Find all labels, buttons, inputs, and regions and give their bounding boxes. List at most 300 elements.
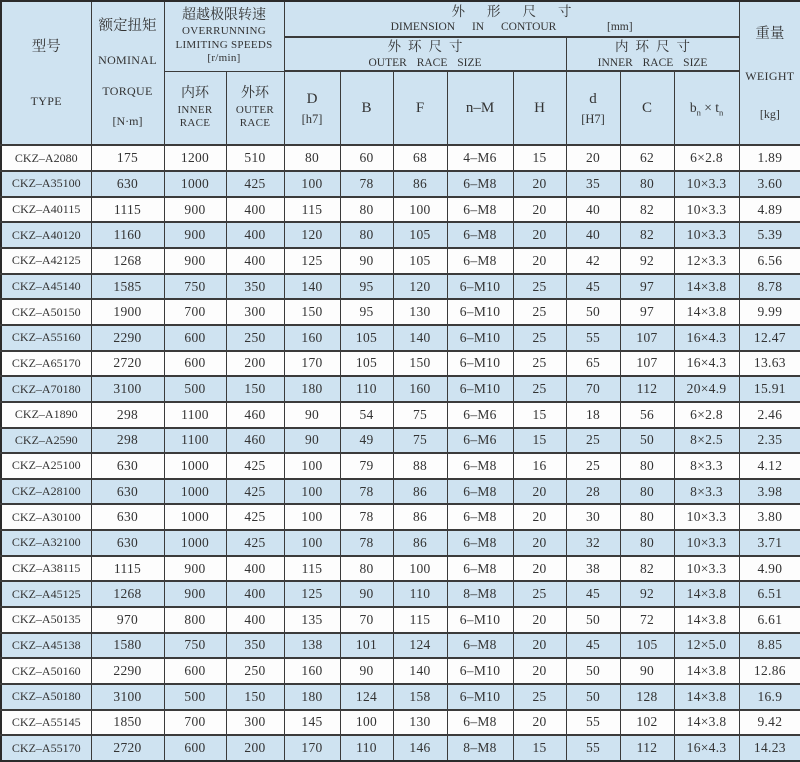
cell-n-M: 8–M8 — [447, 581, 513, 607]
cell-outer-race-speed: 400 — [226, 607, 284, 633]
cell-H: 20 — [513, 479, 566, 505]
cell-bn-tn: 12×5.0 — [674, 633, 739, 659]
col-header-nM: n–M — [447, 71, 513, 145]
cell-F: 160 — [393, 376, 447, 402]
cell-B: 78 — [340, 504, 393, 530]
col-header-H: H — [513, 71, 566, 145]
cell-F: 140 — [393, 658, 447, 684]
cell-d: 25 — [566, 453, 620, 479]
cell-H: 20 — [513, 556, 566, 582]
cell-F: 130 — [393, 299, 447, 325]
cell-weight: 3.71 — [739, 530, 800, 556]
table-row — [1, 658, 800, 684]
cell-B: 95 — [340, 299, 393, 325]
cell-d: 30 — [566, 504, 620, 530]
cell-type: CKZ–A50180 — [1, 684, 91, 710]
table-row — [1, 607, 800, 633]
cell-C: 107 — [620, 325, 674, 351]
cell-C: 105 — [620, 633, 674, 659]
col-header-inner-race-speed — [164, 71, 226, 145]
cell-outer-race-speed: 425 — [226, 530, 284, 556]
cell-outer-race-speed: 400 — [226, 197, 284, 223]
cell-H: 25 — [513, 351, 566, 377]
cell-type: CKZ–A50160 — [1, 658, 91, 684]
outer-race-label-zh: 外环 — [241, 86, 269, 102]
cell-nominal-torque: 630 — [91, 479, 164, 505]
cell-H: 20 — [513, 658, 566, 684]
cell-weight: 6.61 — [739, 607, 800, 633]
cell-D: 100 — [284, 479, 340, 505]
cell-H: 25 — [513, 376, 566, 402]
cell-B: 100 — [340, 710, 393, 736]
cell-type: CKZ–A28100 — [1, 479, 91, 505]
cell-D: 170 — [284, 351, 340, 377]
cell-bn-tn: 10×3.3 — [674, 197, 739, 223]
cell-D: 100 — [284, 504, 340, 530]
table-row — [1, 633, 800, 659]
cell-nominal-torque: 2720 — [91, 735, 164, 761]
table-row — [1, 530, 800, 556]
outer-size-label-en: OUTER RACE SIZE — [368, 56, 482, 69]
cell-C: 97 — [620, 299, 674, 325]
cell-B: 95 — [340, 274, 393, 300]
cell-type: CKZ–A45140 — [1, 274, 91, 300]
cell-C: 92 — [620, 248, 674, 274]
cell-type: CKZ–A70180 — [1, 376, 91, 402]
cell-type: CKZ–A42125 — [1, 248, 91, 274]
cell-weight: 2.46 — [739, 402, 800, 428]
cell-bn-tn: 6×2.8 — [674, 402, 739, 428]
cell-C: 80 — [620, 171, 674, 197]
col-header-type — [1, 1, 91, 145]
cell-nominal-torque: 1115 — [91, 556, 164, 582]
cell-F: 146 — [393, 735, 447, 761]
cell-C: 112 — [620, 735, 674, 761]
cell-B: 110 — [340, 735, 393, 761]
cell-d: 32 — [566, 530, 620, 556]
cell-weight: 9.42 — [739, 710, 800, 736]
type-label-en: TYPE — [30, 94, 62, 109]
cell-outer-race-speed: 350 — [226, 633, 284, 659]
cell-D: 160 — [284, 658, 340, 684]
cell-H: 20 — [513, 633, 566, 659]
cell-d: 50 — [566, 607, 620, 633]
cell-H: 20 — [513, 710, 566, 736]
col-header-inner-race-size — [566, 37, 739, 71]
cell-nominal-torque: 1585 — [91, 274, 164, 300]
cell-C: 92 — [620, 581, 674, 607]
cell-nominal-torque: 2720 — [91, 351, 164, 377]
col-header-bn-tn: $b_n \times t_n$ — [674, 71, 739, 145]
cell-d: 45 — [566, 633, 620, 659]
cell-C: 56 — [620, 402, 674, 428]
cell-nominal-torque: 175 — [91, 145, 164, 171]
cell-nominal-torque: 2290 — [91, 325, 164, 351]
col-header-F: F — [393, 71, 447, 145]
cell-n-M: 6–M10 — [447, 351, 513, 377]
cell-F: 75 — [393, 402, 447, 428]
torque-label-en2: TORQUE — [102, 83, 153, 98]
col-header-d: d [H7] — [566, 71, 620, 145]
cell-inner-race-speed: 750 — [164, 274, 226, 300]
cell-n-M: 6–M10 — [447, 325, 513, 351]
cell-H: 20 — [513, 607, 566, 633]
cell-H: 25 — [513, 684, 566, 710]
cell-d: 42 — [566, 248, 620, 274]
cell-C: 80 — [620, 453, 674, 479]
cell-nominal-torque: 1580 — [91, 633, 164, 659]
cell-n-M: 6–M10 — [447, 376, 513, 402]
col-header-D: D [h7] — [284, 71, 340, 145]
cell-bn-tn: 14×3.8 — [674, 658, 739, 684]
cell-nominal-torque: 1268 — [91, 581, 164, 607]
cell-weight: 3.80 — [739, 504, 800, 530]
cell-outer-race-speed: 460 — [226, 428, 284, 454]
col-header-weight — [739, 1, 800, 145]
cell-D: 90 — [284, 402, 340, 428]
cell-inner-race-speed: 900 — [164, 197, 226, 223]
cell-H: 20 — [513, 171, 566, 197]
cell-weight: 13.63 — [739, 351, 800, 377]
cell-nominal-torque: 3100 — [91, 684, 164, 710]
cell-n-M: 6–M8 — [447, 479, 513, 505]
cell-d: 65 — [566, 351, 620, 377]
cell-D: 150 — [284, 299, 340, 325]
cell-D: 120 — [284, 222, 340, 248]
cell-inner-race-speed: 700 — [164, 710, 226, 736]
cell-nominal-torque: 1268 — [91, 248, 164, 274]
table-row — [1, 351, 800, 377]
cell-bn-tn: 8×3.3 — [674, 453, 739, 479]
table-row — [1, 710, 800, 736]
cell-outer-race-speed: 150 — [226, 376, 284, 402]
table-row — [1, 171, 800, 197]
cell-D: 115 — [284, 197, 340, 223]
cell-D: 138 — [284, 633, 340, 659]
cell-H: 15 — [513, 735, 566, 761]
table-row — [1, 479, 800, 505]
table-row — [1, 274, 800, 300]
cell-bn-tn: 14×3.8 — [674, 581, 739, 607]
cell-C: 50 — [620, 428, 674, 454]
cell-d: 55 — [566, 325, 620, 351]
cell-inner-race-speed: 900 — [164, 556, 226, 582]
cell-C: 102 — [620, 710, 674, 736]
cell-type: CKZ–A50150 — [1, 299, 91, 325]
cell-bn-tn: 10×3.3 — [674, 556, 739, 582]
weight-label-en: WEIGHT — [745, 68, 795, 83]
cell-type: CKZ–A2080 — [1, 145, 91, 171]
cell-B: 110 — [340, 376, 393, 402]
cell-B: 49 — [340, 428, 393, 454]
cell-inner-race-speed: 1000 — [164, 504, 226, 530]
cell-inner-race-speed: 1100 — [164, 428, 226, 454]
cell-nominal-torque: 2290 — [91, 658, 164, 684]
cell-nominal-torque: 1115 — [91, 197, 164, 223]
speeds-label-en1: OVERRUNNING — [182, 24, 266, 37]
cell-outer-race-speed: 300 — [226, 299, 284, 325]
cell-bn-tn: 16×4.3 — [674, 351, 739, 377]
cell-H: 20 — [513, 197, 566, 223]
cell-d: 50 — [566, 299, 620, 325]
cell-outer-race-speed: 425 — [226, 171, 284, 197]
cell-inner-race-speed: 1200 — [164, 145, 226, 171]
cell-H: 25 — [513, 274, 566, 300]
cell-d: 55 — [566, 735, 620, 761]
cell-nominal-torque: 630 — [91, 530, 164, 556]
cell-inner-race-speed: 900 — [164, 248, 226, 274]
cell-n-M: 6–M10 — [447, 299, 513, 325]
cell-weight: 14.23 — [739, 735, 800, 761]
cell-F: 86 — [393, 171, 447, 197]
cell-type: CKZ–A65170 — [1, 351, 91, 377]
cell-inner-race-speed: 500 — [164, 376, 226, 402]
col-header-dimension-contour — [284, 1, 739, 37]
speeds-label-en2: LIMITING SPEEDS — [175, 38, 273, 51]
inner-race-label-en2: RACE — [179, 117, 211, 130]
cell-bn-tn: 10×3.3 — [674, 171, 739, 197]
cell-F: 120 — [393, 274, 447, 300]
cell-n-M: 6–M8 — [447, 248, 513, 274]
cell-D: 115 — [284, 556, 340, 582]
table-row — [1, 504, 800, 530]
cell-weight: 12.47 — [739, 325, 800, 351]
col-header-D-unit: [h7] — [301, 111, 323, 126]
cell-n-M: 6–M8 — [447, 171, 513, 197]
cell-d: 45 — [566, 581, 620, 607]
inner-race-label-en1: INNER — [177, 103, 213, 116]
cell-B: 78 — [340, 530, 393, 556]
col-header-d-unit: [H7] — [581, 111, 605, 126]
cell-C: 80 — [620, 504, 674, 530]
cell-H: 16 — [513, 453, 566, 479]
cell-outer-race-speed: 400 — [226, 581, 284, 607]
cell-n-M: 6–M6 — [447, 428, 513, 454]
cell-weight: 12.86 — [739, 658, 800, 684]
cell-F: 86 — [393, 479, 447, 505]
type-label-zh: 型号 — [31, 38, 61, 55]
cell-D: 160 — [284, 325, 340, 351]
cell-outer-race-speed: 150 — [226, 684, 284, 710]
cell-bn-tn: 12×3.3 — [674, 248, 739, 274]
cell-F: 105 — [393, 222, 447, 248]
cell-n-M: 6–M10 — [447, 274, 513, 300]
cell-F: 158 — [393, 684, 447, 710]
cell-C: 97 — [620, 274, 674, 300]
cell-F: 110 — [393, 581, 447, 607]
cell-inner-race-speed: 900 — [164, 581, 226, 607]
cell-type: CKZ–A38115 — [1, 556, 91, 582]
inner-race-label-zh: 内环 — [181, 86, 209, 102]
table-row — [1, 325, 800, 351]
cell-weight: 4.12 — [739, 453, 800, 479]
cell-D: 180 — [284, 684, 340, 710]
cell-bn-tn: 14×3.8 — [674, 710, 739, 736]
cell-weight: 9.99 — [739, 299, 800, 325]
cell-inner-race-speed: 800 — [164, 607, 226, 633]
col-header-nominal-torque — [91, 1, 164, 145]
cell-n-M: 6–M8 — [447, 710, 513, 736]
table-row — [1, 453, 800, 479]
inner-size-label-zh: 内环尺寸 — [615, 39, 698, 54]
cell-inner-race-speed: 600 — [164, 351, 226, 377]
cell-B: 60 — [340, 145, 393, 171]
cell-inner-race-speed: 900 — [164, 222, 226, 248]
cell-B: 101 — [340, 633, 393, 659]
cell-weight: 6.51 — [739, 581, 800, 607]
cell-B: 90 — [340, 658, 393, 684]
table-row — [1, 376, 800, 402]
cell-d: 70 — [566, 376, 620, 402]
speeds-label-zh: 超越极限转速 — [182, 7, 266, 23]
cell-n-M: 6–M8 — [447, 530, 513, 556]
cell-F: 86 — [393, 530, 447, 556]
cell-d: 25 — [566, 428, 620, 454]
cell-type: CKZ–A45125 — [1, 581, 91, 607]
cell-bn-tn: 14×3.8 — [674, 684, 739, 710]
cell-n-M: 4–M6 — [447, 145, 513, 171]
cell-n-M: 6–M8 — [447, 222, 513, 248]
weight-unit: [kg] — [759, 106, 780, 121]
cell-type: CKZ–A32100 — [1, 530, 91, 556]
cell-D: 145 — [284, 710, 340, 736]
cell-n-M: 6–M6 — [447, 402, 513, 428]
col-header-C: C — [620, 71, 674, 145]
cell-bn-tn: 10×3.3 — [674, 530, 739, 556]
cell-weight: 16.9 — [739, 684, 800, 710]
cell-weight: 15.91 — [739, 376, 800, 402]
cell-d: 40 — [566, 222, 620, 248]
cell-inner-race-speed: 750 — [164, 633, 226, 659]
cell-nominal-torque: 298 — [91, 402, 164, 428]
cell-D: 125 — [284, 581, 340, 607]
cell-d: 20 — [566, 145, 620, 171]
cell-type: CKZ–A55170 — [1, 735, 91, 761]
cell-C: 107 — [620, 351, 674, 377]
cell-H: 25 — [513, 325, 566, 351]
cell-weight: 3.60 — [739, 171, 800, 197]
cell-H: 25 — [513, 299, 566, 325]
table-body — [1, 145, 800, 761]
cell-B: 79 — [340, 453, 393, 479]
table-row — [1, 299, 800, 325]
cell-weight: 8.78 — [739, 274, 800, 300]
cell-F: 105 — [393, 248, 447, 274]
cell-type: CKZ–A40115 — [1, 197, 91, 223]
cell-inner-race-speed: 600 — [164, 325, 226, 351]
cell-weight: 5.39 — [739, 222, 800, 248]
col-header-limiting-speeds — [164, 1, 284, 71]
cell-B: 90 — [340, 581, 393, 607]
outer-race-label-en2: RACE — [239, 117, 271, 130]
cell-F: 140 — [393, 325, 447, 351]
dimension-label-en: DIMENSION IN CONTOUR [mm] — [390, 21, 633, 34]
cell-n-M: 6–M8 — [447, 453, 513, 479]
cell-type: CKZ–A30100 — [1, 504, 91, 530]
cell-d: 45 — [566, 274, 620, 300]
cell-H: 15 — [513, 145, 566, 171]
cell-n-M: 6–M10 — [447, 658, 513, 684]
cell-bn-tn: 16×4.3 — [674, 325, 739, 351]
cell-type: CKZ–A45138 — [1, 633, 91, 659]
cell-C: 128 — [620, 684, 674, 710]
cell-bn-tn: 14×3.8 — [674, 607, 739, 633]
cell-outer-race-speed: 200 — [226, 351, 284, 377]
cell-outer-race-speed: 400 — [226, 248, 284, 274]
cell-outer-race-speed: 400 — [226, 222, 284, 248]
table-row — [1, 581, 800, 607]
cell-bn-tn: 10×3.3 — [674, 222, 739, 248]
cell-outer-race-speed: 200 — [226, 735, 284, 761]
cell-outer-race-speed: 250 — [226, 658, 284, 684]
cell-n-M: 6–M8 — [447, 504, 513, 530]
cell-weight: 8.85 — [739, 633, 800, 659]
cell-inner-race-speed: 1000 — [164, 171, 226, 197]
cell-F: 150 — [393, 351, 447, 377]
cell-D: 100 — [284, 453, 340, 479]
cell-outer-race-speed: 460 — [226, 402, 284, 428]
cell-D: 100 — [284, 171, 340, 197]
cell-weight: 3.98 — [739, 479, 800, 505]
cell-d: 50 — [566, 658, 620, 684]
cell-C: 82 — [620, 556, 674, 582]
cell-D: 140 — [284, 274, 340, 300]
cell-F: 124 — [393, 633, 447, 659]
torque-label-zh: 额定扭矩 — [98, 18, 157, 35]
cell-weight: 6.56 — [739, 248, 800, 274]
cell-d: 55 — [566, 710, 620, 736]
cell-outer-race-speed: 400 — [226, 556, 284, 582]
cell-type: CKZ–A55145 — [1, 710, 91, 736]
cell-nominal-torque: 1850 — [91, 710, 164, 736]
cell-outer-race-speed: 300 — [226, 710, 284, 736]
cell-d: 35 — [566, 171, 620, 197]
table-row — [1, 222, 800, 248]
cell-D: 90 — [284, 428, 340, 454]
cell-B: 90 — [340, 248, 393, 274]
cell-B: 80 — [340, 222, 393, 248]
cell-B: 80 — [340, 556, 393, 582]
inner-size-label-en: INNER RACE SIZE — [597, 56, 708, 69]
cell-weight: 1.89 — [739, 145, 800, 171]
cell-F: 68 — [393, 145, 447, 171]
cell-inner-race-speed: 1000 — [164, 479, 226, 505]
cell-d: 18 — [566, 402, 620, 428]
cell-bn-tn: 8×2.5 — [674, 428, 739, 454]
cell-D: 170 — [284, 735, 340, 761]
torque-label-en1: NOMINAL — [98, 53, 157, 68]
cell-F: 100 — [393, 197, 447, 223]
cell-weight: 2.35 — [739, 428, 800, 454]
cell-nominal-torque: 630 — [91, 171, 164, 197]
table-row — [1, 735, 800, 761]
cell-F: 88 — [393, 453, 447, 479]
cell-weight: 4.89 — [739, 197, 800, 223]
cell-C: 72 — [620, 607, 674, 633]
cell-D: 125 — [284, 248, 340, 274]
cell-outer-race-speed: 510 — [226, 145, 284, 171]
cell-F: 75 — [393, 428, 447, 454]
cell-outer-race-speed: 350 — [226, 274, 284, 300]
cell-H: 15 — [513, 428, 566, 454]
cell-d: 50 — [566, 684, 620, 710]
cell-type: CKZ–A25100 — [1, 453, 91, 479]
col-header-outer-race-size — [284, 37, 566, 71]
cell-bn-tn: 14×3.8 — [674, 299, 739, 325]
cell-B: 124 — [340, 684, 393, 710]
cell-n-M: 6–M10 — [447, 684, 513, 710]
cell-B: 105 — [340, 351, 393, 377]
